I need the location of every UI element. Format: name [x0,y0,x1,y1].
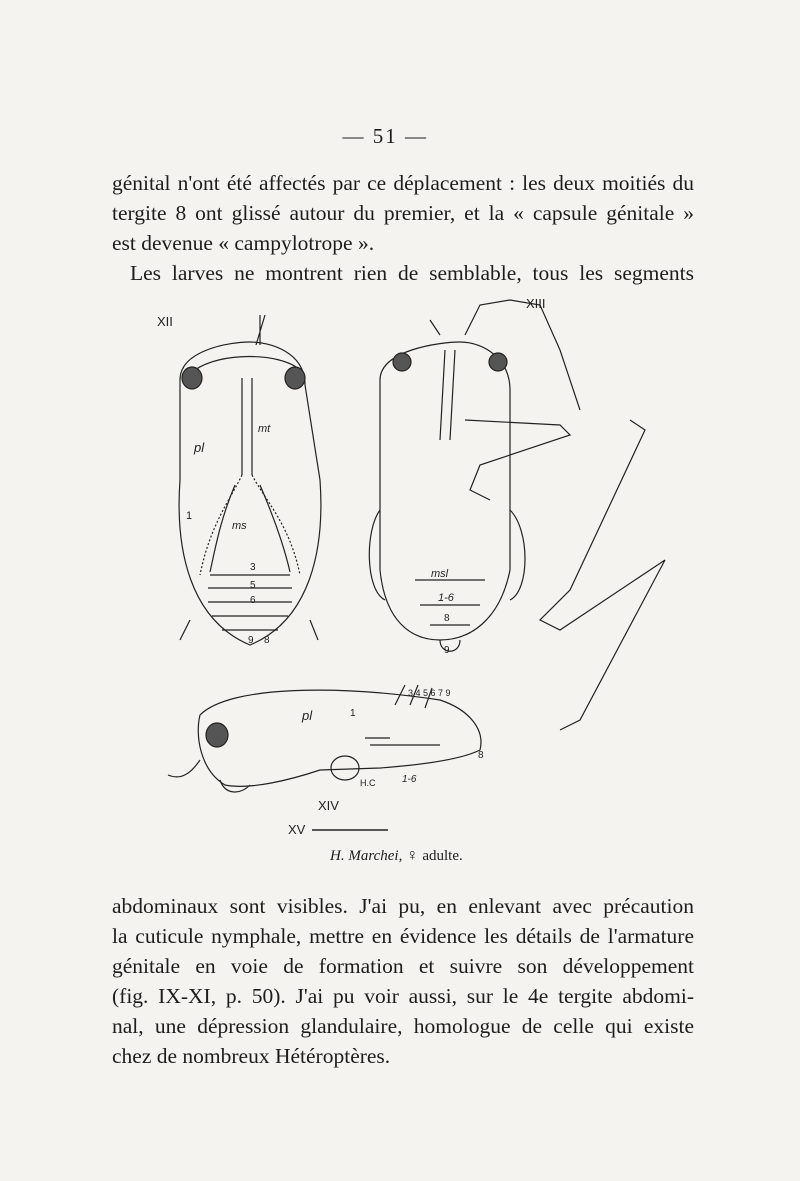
page-number: — 51 — [342,124,428,148]
ventral-view-xiii [369,300,665,730]
figure-label-xv: XV [288,822,306,837]
text-line: Les larves ne montrent rien de semblable, tous les segments [130,261,694,285]
text-line: chez de nombreux Hétéroptères. [112,1044,391,1068]
lateral-view-xiv [168,685,481,792]
text-line: la cuticule nymphale, mettre en évidence les détails de l'armature [112,924,694,948]
text-line: est devenue « campylotrope ». [112,231,375,255]
label-8: 8 [264,635,270,646]
label-seg-8: 8 [444,613,450,624]
female-symbol: ♀ [406,847,419,864]
caption-stage: adulte. [422,848,463,864]
paragraph-top [112,168,694,288]
label-5: 5 [250,580,256,591]
label-mt: mt [258,423,271,435]
label-side-1-6: 1-6 [402,774,417,785]
label-9: 9 [248,635,254,646]
label-side-pl: pl [302,708,313,723]
label-side-hc: H.C [360,778,376,788]
label-pl: pl [194,440,205,455]
figure-label-xii: XII [157,314,173,329]
figure-label-xiv: XIV [318,798,339,813]
paragraph-bottom [112,891,694,1071]
label-msl: msl [431,568,449,580]
caption-species: H. Marchei, [330,848,403,864]
label-1-6: 1-6 [438,592,454,604]
label-1: 1 [186,510,193,522]
label-6: 6 [250,595,256,606]
label-seg-9: 9 [444,645,450,656]
figure-caption [330,847,530,865]
text-line: nal, une dépression glandulaire, homologue de celle qui existe [112,1014,694,1038]
insect-figure [140,290,680,870]
text-line: (fig. IX-XI, p. 50). J'ai pu voir aussi, sur le 4e tergite abdomi- [112,984,694,1008]
label-side-1: 1 [350,708,356,719]
figure-label-xiii: XIII [526,296,546,311]
label-3: 3 [250,562,256,573]
label-ms: ms [232,520,247,532]
text-line: génital n'ont été affectés par ce déplacement : les deux moitiés du [112,171,694,195]
text-line: abdominaux sont visibles. J'ai pu, en enlevant avec précaution [112,894,694,918]
label-side-8: 8 [478,750,484,761]
label-side-nums: 3 4 5 6 7 9 [408,688,451,698]
text-line: génitale en voie de formation et suivre son développement [112,954,694,978]
text-line: tergite 8 ont glissé autour du premier, et la « capsule génitale » [112,201,694,225]
